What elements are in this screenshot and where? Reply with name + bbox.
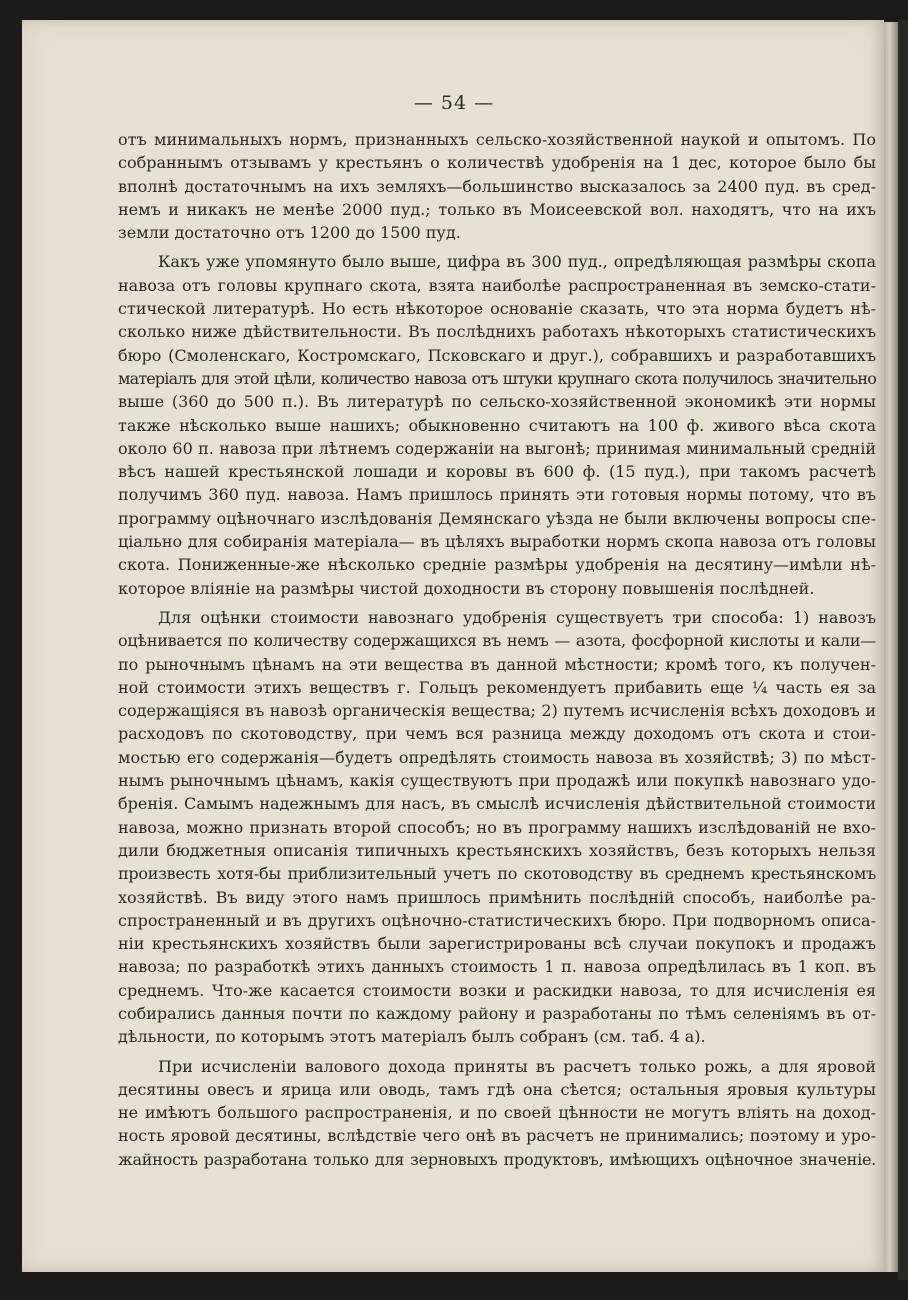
text-line: также нѣсколько выше нашихъ; обыкновенно считаютъ на 100 ф. живого вѣса скота xyxy=(118,415,876,435)
text-line: бренія. Самымъ надежнымъ для насъ, въ смыслѣ исчисленія дѣйствительной стоимости xyxy=(118,794,876,814)
text-line: мостью его содержанія—будетъ опредѣлять стоимость навоза въ хозяйствѣ; 3) по мѣст- xyxy=(118,747,876,767)
text-line: немъ и никакъ не менѣе 2000 пуд.; только въ Моисеевской вол. находятъ, что на ихъ xyxy=(118,199,876,219)
text-line: программу оцѣночнаго изслѣдованія Демянскаго уѣзда не были включены вопросы спе- xyxy=(118,508,876,528)
text-line: которое вліяніе на размѣры чистой доходности въ сторону повышенія послѣдней. xyxy=(118,578,815,598)
text-line: среднемъ. Что-же касается стоимости возки и раскидки навоза, то для исчисленія ея xyxy=(118,980,876,1000)
text-line: вѣсъ нашей крестьянской лошади и коровы въ 600 ф. (15 пуд.), при такомъ расчетѣ xyxy=(118,462,876,482)
text-line: навоза, можно признать второй способъ; но въ программу нашихъ изслѣдованій не вхо- xyxy=(118,817,876,837)
text-line: дили бюджетныя описанія типичныхъ крестьянскихъ хозяйствъ, безъ которыхъ нельзя xyxy=(118,840,876,860)
text-line: бюро (Смоленскаго, Костромскаго, Псковскаго и друг.), собравшихъ и разработавшихъ xyxy=(118,345,876,365)
text-line: скота. Пониженные-же нѣсколько средніе размѣры удобренія на десятину—имѣли нѣ- xyxy=(118,555,876,575)
paragraph-3 xyxy=(118,606,876,1049)
text-line: по рыночнымъ цѣнамъ на эти вещества въ данной мѣстности; кромѣ того, къ получен- xyxy=(118,654,876,674)
text-line: навоза; по разработкѣ этихъ данныхъ стоимость 1 п. навоза опредѣлилась въ 1 коп. въ xyxy=(118,957,876,977)
text-line: матеріалъ для этой цѣли, количество навоза отъ штуки крупнаго скота получилось значительно xyxy=(118,368,876,388)
text-line: ность яровой десятины, вслѣдствіе чего онѣ въ расчетъ не принимались; поэтому и уро- xyxy=(118,1126,876,1146)
text-line: выше (360 до 500 п.). Въ литературѣ по сельско-хозяйственной экономикѣ эти нормы xyxy=(118,392,876,412)
text-line: спространенный и въ другихъ оцѣночно-статистическихъ бюро. При подворномъ описа- xyxy=(118,910,876,930)
text-line: собраннымъ отзывамъ у крестьянъ о количествѣ удобренія на 1 дес, которое было бы xyxy=(118,153,876,173)
text-line: Какъ уже упомянуто было выше, цифра въ 300 пуд., опредѣляющая размѣры скопа xyxy=(158,252,876,272)
text-line: около 60 п. навоза при лѣтнемъ содержаніи на выгонѣ; принимая минимальный средній xyxy=(118,438,876,458)
text-line: Для оцѣнки стоимости навознаго удобренія существуетъ три способа: 1) навозъ xyxy=(158,607,876,627)
text-line: не имѣютъ большого распространенія, и по своей цѣнности не могутъ вліять на доход- xyxy=(118,1103,876,1123)
text-line: нымъ рыночнымъ цѣнамъ, какія существуютъ при продажѣ или покупкѣ навознаго удо- xyxy=(118,771,876,791)
text-line: стической литературѣ. Но есть нѣкоторое основаніе сказать, что эта норма будетъ нѣ- xyxy=(118,299,876,319)
text-line: навоза отъ головы крупнаго скота, взята наиболѣе распространенная въ земско-стати- xyxy=(118,275,876,295)
paragraph-1 xyxy=(118,128,876,244)
text-line: хозяйствѣ. Въ виду этого намъ пришлось примѣнить послѣдній способъ, наиболѣе ра- xyxy=(118,887,876,907)
text-line: расходовъ по скотоводству, при чемъ вся разница между доходомъ отъ скота и стои- xyxy=(118,724,876,744)
text-line: получимъ 360 пуд. навоза. Намъ пришлось принять эти готовыя нормы потому, что въ xyxy=(118,485,876,505)
text-line: дѣльности, по которымъ этотъ матеріалъ былъ собранъ (см. таб. 4 а). xyxy=(118,1027,706,1047)
text-line: содержащіяся въ навозѣ органическія вещества; 2) путемъ исчисленія всѣхъ доходовъ и xyxy=(118,701,876,721)
text-line: земли достаточно отъ 1200 до 1500 пуд. xyxy=(118,223,461,243)
paragraph-4 xyxy=(118,1055,876,1171)
text-line: жайность разработана только для зерновыхъ продуктовъ, имѣющихъ оцѣночное значеніе. xyxy=(118,1149,876,1169)
text-line: ніи крестьянскихъ хозяйствъ были зарегистрированы всѣ случаи покупокъ и продажъ xyxy=(118,934,876,954)
binding-shadow xyxy=(898,20,908,1280)
text-line: ной стоимости этихъ веществъ г. Гольцъ рекомендуетъ прибавить еще ¼ часть ея за xyxy=(118,677,876,697)
text-line: вполнѣ достаточнымъ на ихъ земляхъ—большинство высказалось за 2400 пуд. въ сред- xyxy=(118,176,876,196)
text-line: ціально для собиранія матеріала— въ цѣляхъ выработки нормъ скопа навоза отъ головы xyxy=(118,532,876,552)
body-text xyxy=(118,128,876,1177)
page-number: — 54 — xyxy=(413,92,495,114)
paragraph-2 xyxy=(118,250,876,599)
text-line: десятины овесъ и ярица или оводь, тамъ гдѣ она сѣется; остальныя яровыя культуры xyxy=(118,1079,876,1099)
text-line: произвесть хотя-бы приблизительный учетъ по скотоводству въ среднемъ крестьянскомъ xyxy=(118,864,876,884)
text-line: оцѣнивается по количеству содержащихся въ немъ — азота, фосфорной кислоты и кали— xyxy=(118,631,876,651)
text-line: собирались данныя почти по каждому району и разработаны по тѣмъ селеніямъ въ от- xyxy=(118,1003,876,1023)
text-line: отъ минимальныхъ нормъ, признанныхъ сельско-хозяйственной наукой и опытомъ. По xyxy=(118,130,876,149)
text-line: При исчисленіи валового дохода приняты въ расчетъ только рожь, а для яровой xyxy=(158,1056,876,1076)
next-page-edge xyxy=(884,22,898,1272)
text-line: сколько ниже дѣйствительности. Въ послѣднихъ работахъ нѣкоторыхъ статистическихъ xyxy=(118,322,876,342)
